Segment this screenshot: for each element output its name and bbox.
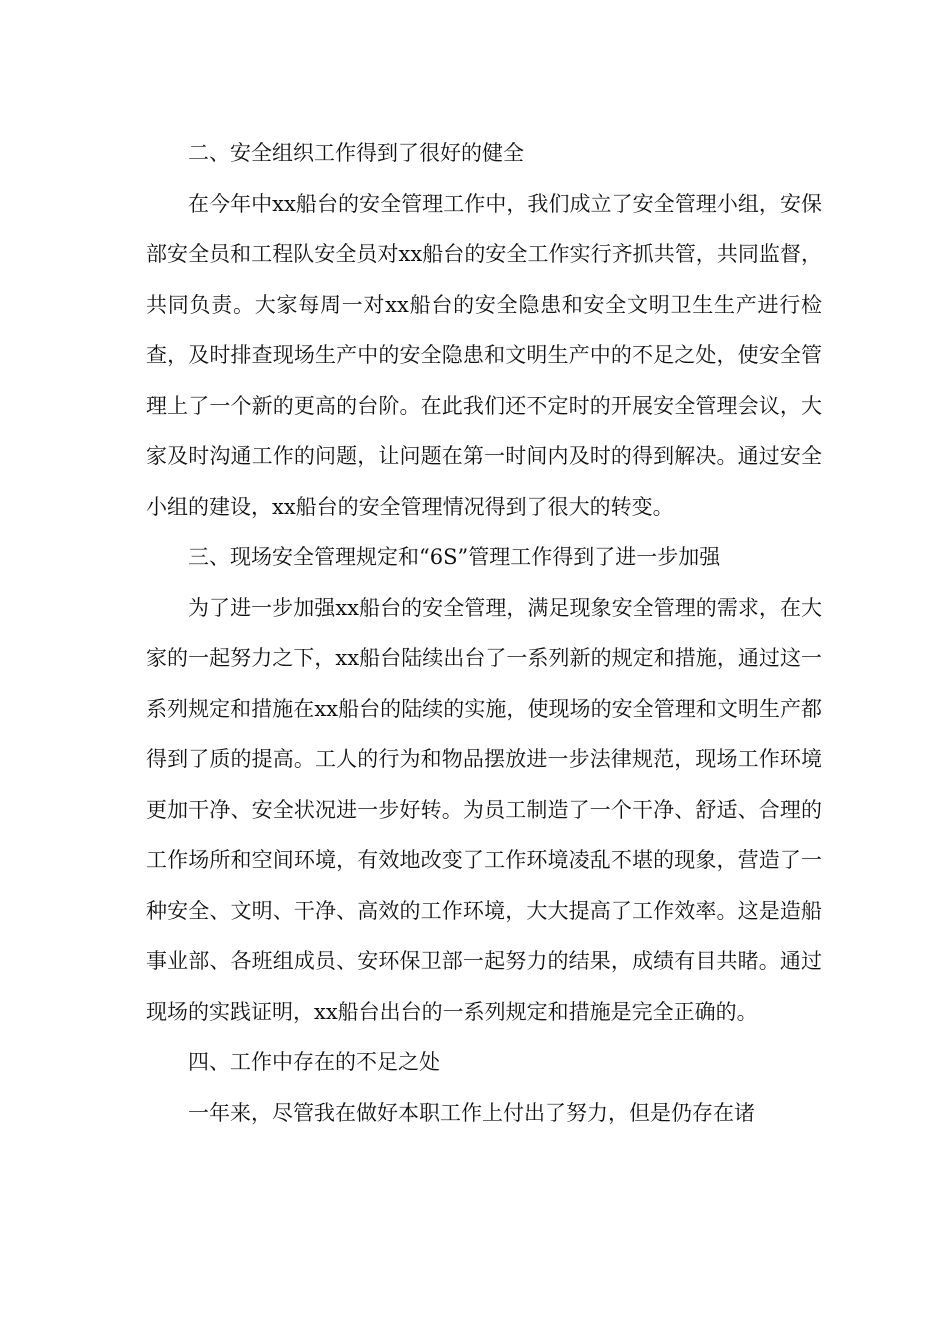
section-paragraph-organization: 在今年中xx船台的安全管理工作中，我们成立了安全管理小组，安保部安全员和工程队安全员对xx船台的安全工作实行齐抓共管，共同监督，共同负责。大家每周一对xx船台的安全隐患和安全文明卫生生产进行检查，及时排查现场生产中的安全隐患和文明生产中的不足之处，使安全管理上了一个新的更高的台阶。在此我们还不定时的开展安全管理会议，大家及时沟通工作的问题，让问题在第一时间内及时的得到解决。通过安全小组的建设，xx船台的安全管理情况得到了很大的转变。 <box>146 191 822 519</box>
document-body <box>146 128 822 1138</box>
section-heading-organization: 二、安全组织工作得到了很好的健全 <box>188 141 524 165</box>
section-heading-6s-management: 三、现场安全管理规定和“6S”管理工作得到了进一步加强 <box>188 545 721 569</box>
section-paragraph-6s-management: 为了进一步加强xx船台的安全管理，满足现象安全管理的需求，在大家的一起努力之下，xx船台陆续出台了一系列新的规定和措施，通过这一系列规定和措施在xx船台的陆续的实施，使现场的安全管理和文明生产都得到了质的提高。工人的行为和物品摆放进一步法律规范，现场工作环境更加干净、安全状况进一步好转。为员工制造了一个干净、舒适、合理的工作场所和空间环境，有效地改变了工作环境凌乱不堪的现象，营造了一种安全、文明、干净、高效的工作环境，大大提高了工作效率。这是造船事业部、各班组成员、安环保卫部一起努力的结果，成绩有目共睹。通过现场的实践证明，xx船台出台的一系列规定和措施是完全正确的。 <box>146 595 822 1024</box>
section-paragraph-shortcomings: 一年来，尽管我在做好本职工作上付出了努力，但是仍存在诸 <box>188 1100 755 1125</box>
section-heading-shortcomings: 四、工作中存在的不足之处 <box>188 1050 440 1074</box>
